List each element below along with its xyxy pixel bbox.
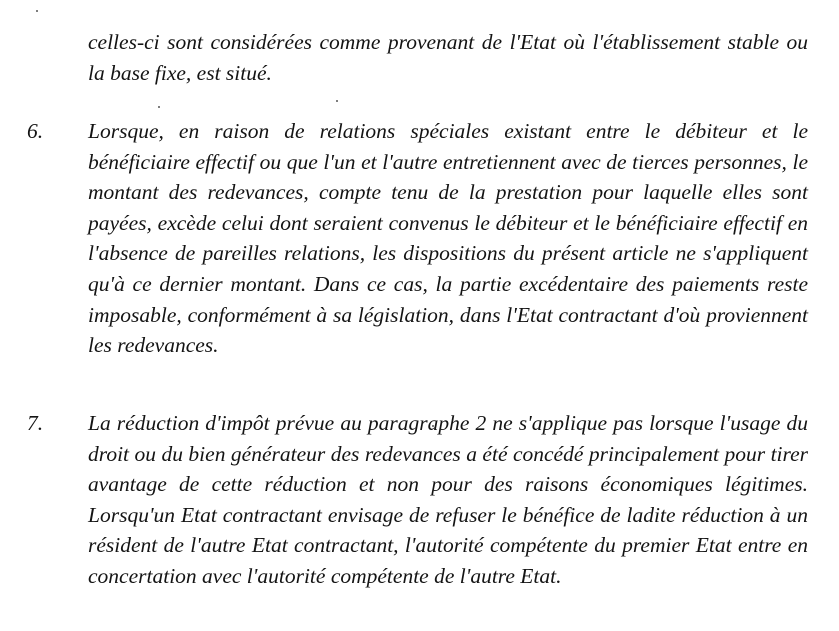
scan-speck: [336, 100, 338, 102]
paragraph-number: 6.: [27, 119, 44, 143]
paragraph-number: 7.: [27, 411, 44, 435]
paragraph-text: Lorsque, en raison de relations spéciales existant entre le débiteur et le bénéficiaire effectif ou que l'un et l'autre entretiennent avec de tierces personnes, le montant des redevances, compte tenu de la prestation pour laquelle elles sont payées, excède celui dont seraient convenus le débiteur et le bénéficiaire effectif en l'absence de pareilles relations, les dispositions du présent article ne s'appliquent qu'à ce dernier montant. Dans ce cas, la partie excédentaire des paiements reste imposable, conformément à sa législation, dans l'Etat contractant d'où proviennent les redevances.: [88, 119, 808, 358]
continuation-text: celles-ci sont considérées comme provenant de l'Etat où l'établissement stable ou la base fixe, est situé.: [88, 30, 808, 85]
paragraph-text: La réduction d'impôt prévue au paragraphe 2 ne s'applique pas lorsque l'usage du droit ou du bien générateur des redevances a été concédé principalement pour tirer avantage de cette réduction et non pour des raisons économiques légitimes. Lorsqu'un Etat contractant envisage de refuser le bénéfice de ladite réduction à un résident de l'autre Etat contractant, l'autorité compétente du premier Etat entre en concertation avec l'autorité compétente de l'autre Etat.: [88, 411, 808, 588]
scan-speck: [158, 106, 160, 108]
scan-speck: [36, 10, 38, 12]
